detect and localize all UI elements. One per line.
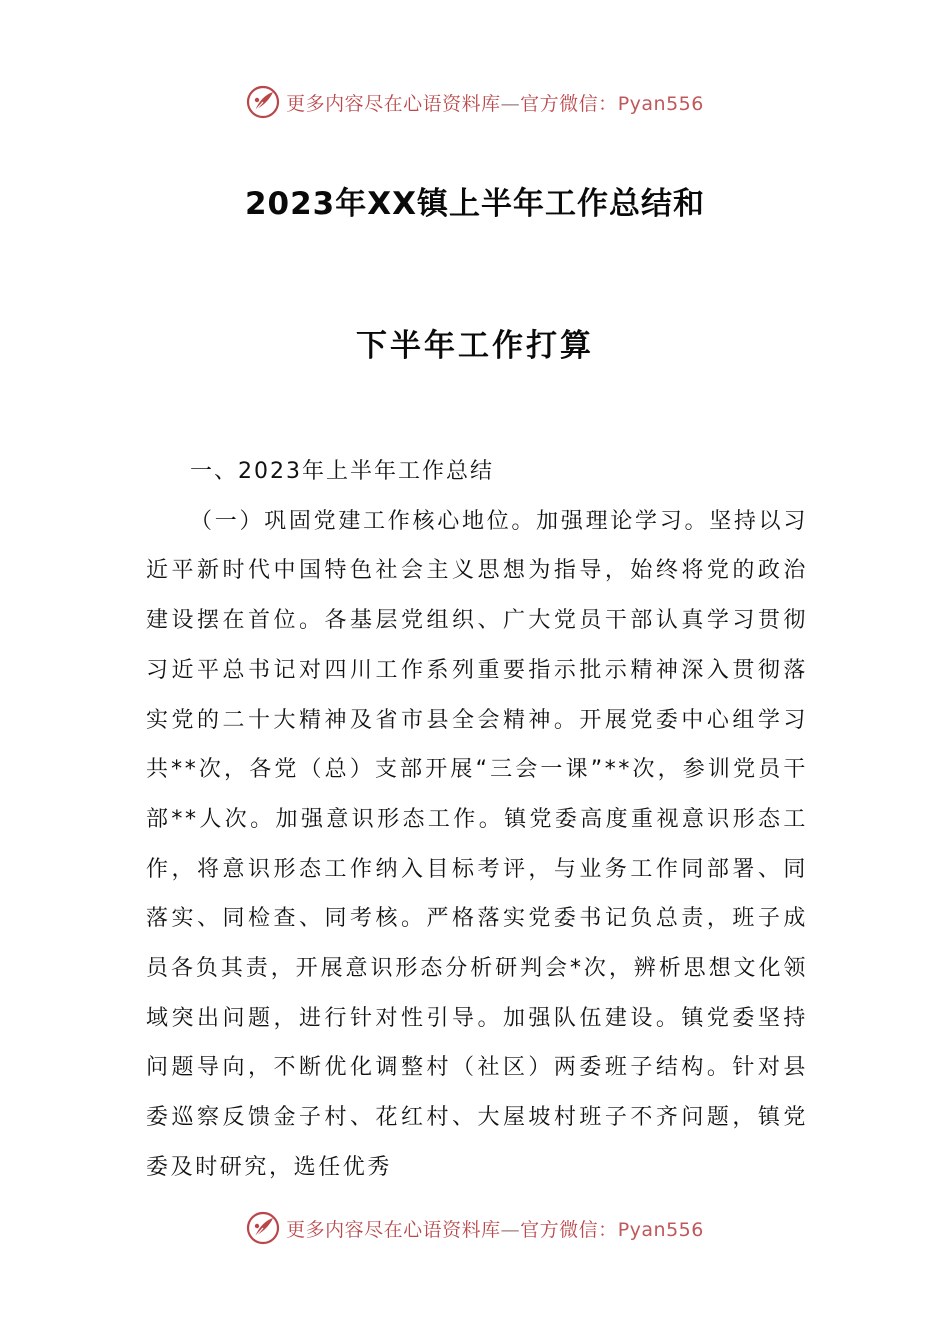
footer-watermark: [0, 1208, 950, 1248]
watermark-brand: 更多内容尽在心语资料库: [286, 1218, 501, 1241]
watermark-brand: 更多内容尽在心语资料库: [286, 92, 501, 115]
watermark-label: 官方微信：: [520, 1218, 618, 1241]
feather-pen-logo-icon: [246, 85, 280, 119]
document-title-line-1: 2023年XX镇上半年工作总结和: [244, 186, 706, 222]
watermark-separator: —: [500, 92, 521, 115]
document-body: [146, 447, 808, 1193]
paragraph-1: （一）巩固党建工作核心地位。加强理论学习。坚持以习近平新时代中国特色社会主义思想为指导，始终将党的政治建设摆在首位。各基层党组织、广大党员干部认真学习贯彻习近平总书记对四川工作系列重要指示批示精神深入贯彻落实党的二十大精神及省市县全会精神。开展党委中心组学习共**次，各党（总）支部开展“三会一课”**次，参训党员干部**人次。加强意识形态工作。镇党委高度重视意识形态工作，将意识形态工作纳入目标考评，与业务工作同部署、同落实、同检查、同考核。严格落实党委书记负总责，班子成员各负其责，开展意识形态分析研判会*次，辨析思想文化领域突出问题，进行针对性引导。加强队伍建设。镇党委坚持问题导向，不断优化调整村（社区）两委班子结构。针对县委巡察反馈金子村、花红村、大屋坡村班子不齐问题，镇党委及时研究，选任优秀: [146, 508, 808, 1180]
watermark-id: Pyan556: [617, 92, 704, 115]
watermark-label: 官方微信：: [520, 92, 618, 115]
document-title-line-2: 下半年工作打算: [356, 328, 594, 364]
watermark-separator: —: [500, 1218, 521, 1241]
watermark-text: [286, 89, 704, 116]
watermark-id: Pyan556: [617, 1218, 704, 1241]
watermark-text: [286, 1215, 704, 1242]
feather-pen-logo-icon: [246, 1211, 280, 1245]
header-watermark: [0, 82, 950, 122]
section-heading: 一、2023年上半年工作总结: [190, 459, 494, 484]
